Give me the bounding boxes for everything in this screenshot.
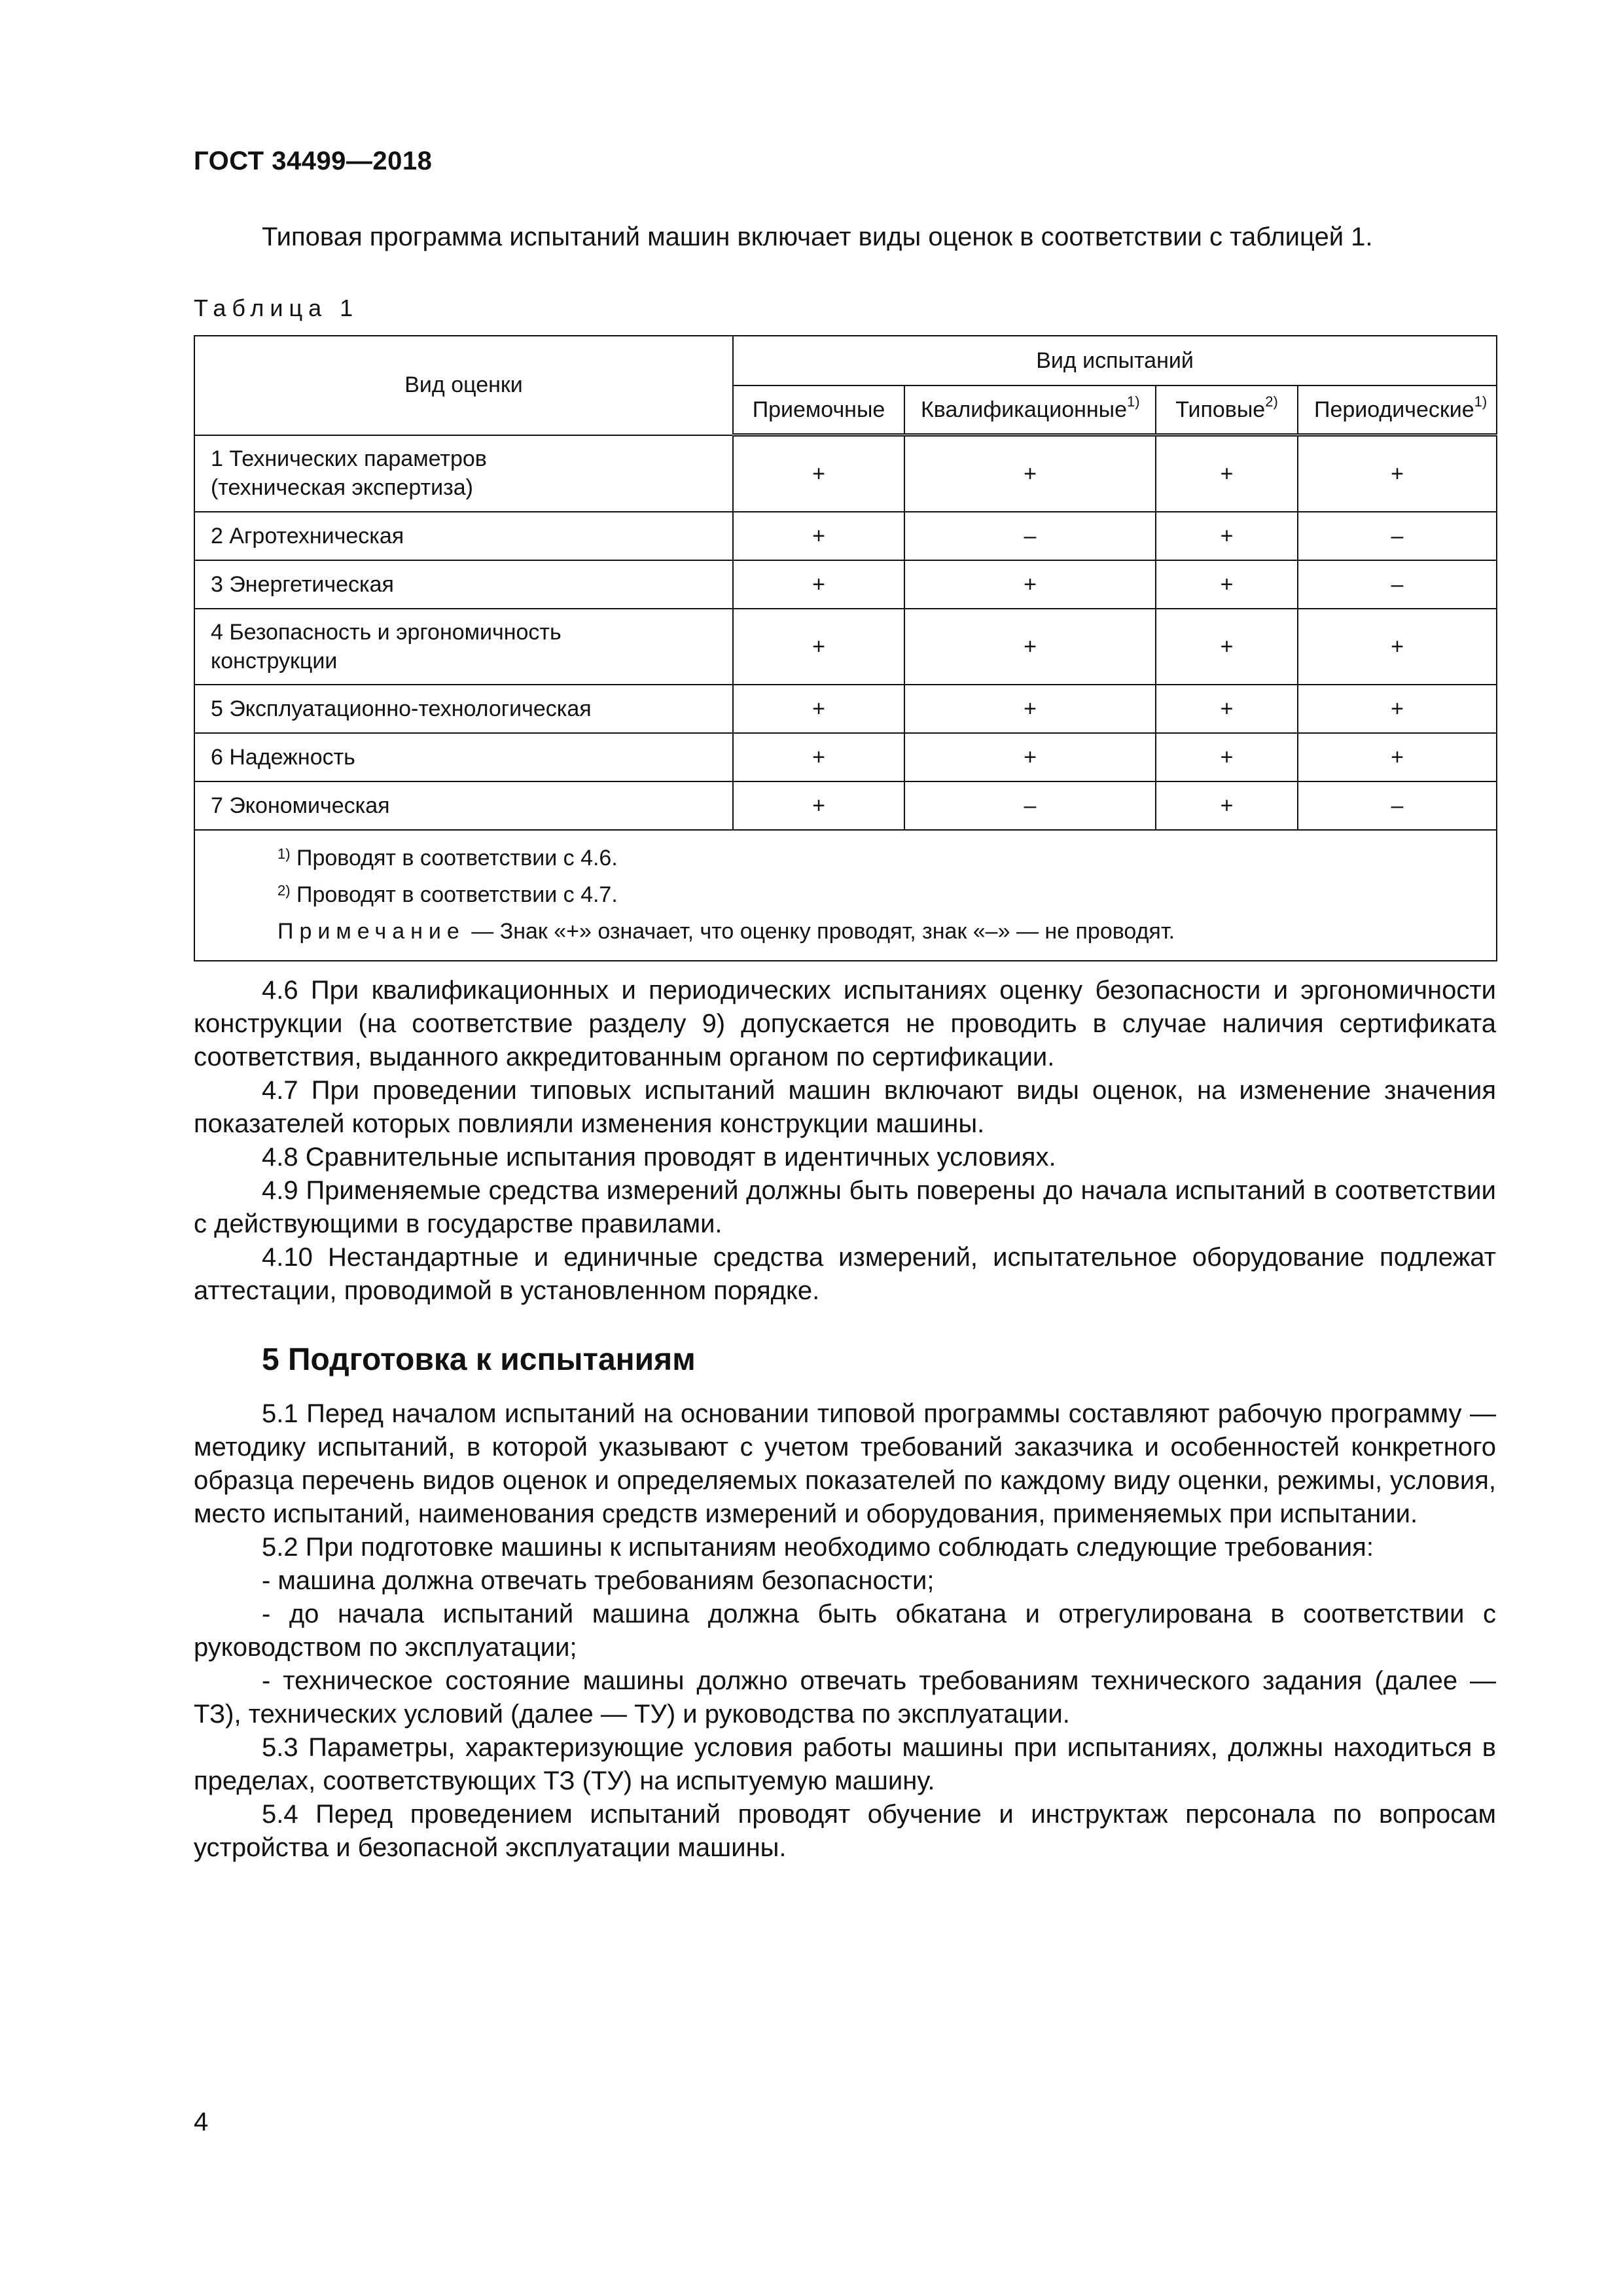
row-label: 1 Технических параметров (техническая экспертиза): [194, 435, 733, 512]
mark-cell: +: [1298, 733, 1497, 781]
table-row: [194, 781, 1497, 830]
clause-4-8: 4.8 Сравнительные испытания проводят в идентичных условиях.: [262, 1143, 1056, 1172]
page-number: 4: [194, 2108, 209, 2136]
row-label: 4 Безопасность и эргономичность конструкции: [194, 609, 733, 685]
clause-5-2: 5.2 При подготовке машины к испытаниям необходимо соблюдать следующие требования:: [262, 1533, 1374, 1562]
mark-cell: +: [733, 781, 904, 830]
mark-cell: +: [1156, 609, 1298, 685]
clause-4-7: 4.7 При проведении типовых испытаний машин включают виды оценок, на изменение значения показателей которых повлияли изменения конструкции машины.: [194, 1076, 1496, 1138]
clause-4-9: 4.9 Применяемые средства измерений должны быть поверены до начала испытаний в соответствии с действующими в государстве правилами.: [194, 1176, 1496, 1238]
col-header-acceptance: Приемочные: [733, 386, 904, 435]
row-label: 2 Агротехническая: [194, 512, 733, 560]
mark-cell: +: [1298, 435, 1497, 512]
footnote-2: $^{2)}$ Проводят в соответствии с 4.7.: [277, 882, 618, 907]
col-header-type: Типовые$^{2)}$: [1156, 386, 1298, 435]
footnote-1: $^{1)}$ Проводят в соответствии с 4.6.: [277, 846, 618, 870]
table-notes-row: [194, 830, 1497, 961]
table-notes: [194, 830, 1497, 961]
clause-5-4: 5.4 Перед проведением испытаний проводят обучение и инструктаж персонала по вопросам устройства и безопасной эксплуатации машины.: [194, 1800, 1496, 1862]
note-text: — Знак «+» означает, что оценку проводят, знак «–» — не проводят.: [465, 919, 1175, 944]
col-header-periodic: Периодические$^{1)}$: [1298, 386, 1497, 435]
section-5-body: [194, 1397, 1496, 1865]
row-label: 6 Надежность: [194, 733, 733, 781]
mark-cell: +: [904, 685, 1156, 733]
col-header-qualification: Квалификационные$^{1)}$: [904, 386, 1156, 435]
mark-cell: +: [1156, 560, 1298, 609]
mark-cell: +: [733, 435, 904, 512]
mark-cell: +: [1156, 733, 1298, 781]
mark-cell: +: [1298, 609, 1497, 685]
table-row: [194, 435, 1497, 512]
table-row: [194, 512, 1497, 560]
intro-paragraph: Типовая программа испытаний машин включает виды оценок в соответствии с таблицей 1.: [262, 223, 1373, 251]
section-5-title: 5 Подготовка к испытаниям: [262, 1342, 696, 1377]
mark-cell: –: [1298, 560, 1497, 609]
list-item: - техническое состояние машины должно отвечать требованиям технического задания (далее — ТЗ), технических условий (далее — ТУ) и руководства по эксплуатации.: [194, 1666, 1496, 1729]
clause-5-1: 5.1 Перед началом испытаний на основании типовой программы составляют рабочую программу — методику испытаний, в которой указывают с учетом требований заказчика и особенностей конкретного образца перечень видов оценок и определяемых показателей по каждому виду оценки, режимы, условия, место испытаний, наименования средств измерений и оборудования, применяемых при испытании.: [194, 1399, 1496, 1528]
mark-cell: +: [904, 609, 1156, 685]
evaluation-table: [194, 335, 1497, 961]
clause-4-10: 4.10 Нестандартные и единичные средства измерений, испытательное оборудование подлежат аттестации, проводимой в установленном порядке.: [194, 1243, 1496, 1305]
table-row: [194, 685, 1497, 733]
table-row: [194, 609, 1497, 685]
mark-cell: +: [1156, 435, 1298, 512]
table-row: [194, 733, 1497, 781]
col-group-header: Вид испытаний: [733, 336, 1497, 386]
mark-cell: +: [1156, 685, 1298, 733]
clause-5-3: 5.3 Параметры, характеризующие условия работы машины при испытаниях, должны находиться в пределах, соответствующих ТЗ (ТУ) на испытуемую машину.: [194, 1733, 1496, 1795]
table-note: [277, 913, 1480, 950]
row-label: 5 Эксплуатационно-технологическая: [194, 685, 733, 733]
list-item: - до начала испытаний машина должна быть обкатана и отрегулирована в соответствии с руководством по эксплуатации;: [194, 1600, 1496, 1662]
mark-cell: –: [1298, 781, 1497, 830]
mark-cell: +: [1298, 685, 1497, 733]
mark-cell: –: [904, 781, 1156, 830]
mark-cell: +: [733, 560, 904, 609]
mark-cell: –: [904, 512, 1156, 560]
mark-cell: +: [733, 512, 904, 560]
list-item: - машина должна отвечать требованиям безопасности;: [262, 1566, 935, 1595]
mark-cell: +: [904, 733, 1156, 781]
clause-4-6: 4.6 При квалификационных и периодических испытаниях оценку безопасности и эргономичности конструкции (на соответствие разделу 9) допускается не проводить в случае наличия сертификата соответствия, выданного аккредитованным органом по сертификации.: [194, 976, 1496, 1071]
clauses-4-block: [194, 974, 1496, 1308]
mark-cell: +: [1156, 781, 1298, 830]
table-row: [194, 560, 1497, 609]
row-label: 3 Энергетическая: [194, 560, 733, 609]
note-label: Примечание: [277, 919, 465, 944]
mark-cell: +: [1156, 512, 1298, 560]
mark-cell: +: [904, 560, 1156, 609]
table-caption: Таблица 1: [194, 295, 359, 321]
mark-cell: +: [733, 609, 904, 685]
mark-cell: –: [1298, 512, 1497, 560]
document-header: ГОСТ 34499—2018: [194, 147, 433, 175]
row-label: 7 Экономическая: [194, 781, 733, 830]
mark-cell: +: [733, 685, 904, 733]
mark-cell: +: [904, 435, 1156, 512]
mark-cell: +: [733, 733, 904, 781]
row-header-cell: Вид оценки: [194, 336, 733, 435]
